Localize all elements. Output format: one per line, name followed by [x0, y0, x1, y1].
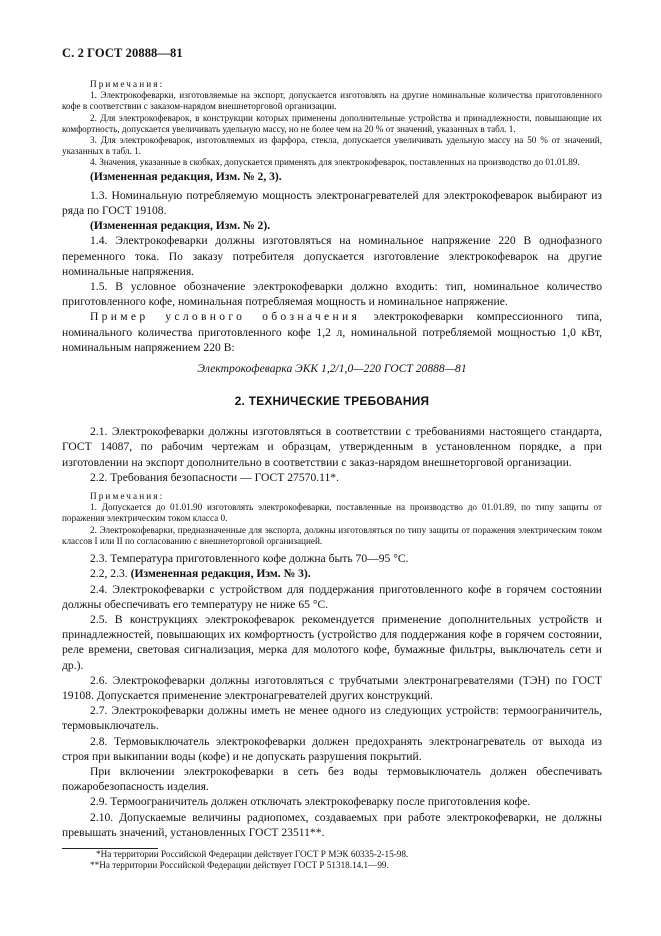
clause-2-4: 2.4. Электрокофеварки с устройством для поддержания приготовленного кофе в горячем состоянии должны обеспечивать его температуру не ниже 65 °С.	[62, 582, 602, 611]
clause-1-3: 1.3. Номинальную потребляемую мощность электронагревателей для электрокофеварок выбирают из ряда по ГОСТ 19108.	[62, 188, 602, 218]
section-title: 2. ТЕХНИЧЕСКИЕ ТРЕБОВАНИЯ	[234, 394, 430, 409]
clause-2-9: 2.9. Термоограничитель должен отключать электрокофеварку после приготовления кофе.	[90, 795, 531, 809]
note-item: 1. Допускается до 01.01.90 изготовлять электрокофеварки, поставленные на производство до 01.01.89, по типу защиты от поражения электрическим током класса 0.	[62, 502, 602, 524]
footnote: *На территории Российской Федерации действует ГОСТ Р МЭК 60335-2-15-98.	[96, 848, 409, 859]
clause-1-5: 1.5. В условное обозначение электрокофеварки должно входить: тип, номинальное количество приготовленного кофе, номинальная потребляемая мощность и номинальное напряжение.	[62, 280, 602, 309]
clause-1-4: 1.4. Электрокофеварки должны изготовляться на номинальное напряжение 220 В однофазного переменного тока. По заказу потребителя допускается изготовление электрокофеварок на другие номинальные напряжения.	[62, 234, 602, 278]
example-text: электрокофеварки компрессионного типа, номинального количества приготовленного кофе 1,2 л, номинальной потребляемой мощностью 1,0 кВт, номинальным напряжением 220 В:	[62, 310, 602, 354]
designation-example: Электрокофеварка ЭКК 1,2/1,0—220 ГОСТ 20888—81	[197, 362, 467, 376]
clause-2-8: 2.8. Термовыключатель электрокофеварки должен предохранять электронагреватель от выхода из строя при выкипании воды (кофе) и не допускать разрушения покрытий.	[62, 734, 602, 763]
clause-2-2-2-3-edit	[62, 566, 602, 581]
edition-note: (Измененная редакция, Изм. № 3).	[130, 567, 311, 581]
clause-numbers: 2.2, 2.3.	[90, 567, 131, 581]
example-lead: Пример условного обозначения	[90, 310, 361, 324]
note-item: 4. Значения, указанные в скобках, допускается применять для электрокофеварок, поставленных на производство до 01.01.89.	[90, 157, 580, 168]
note-item: 3. Для электрокофеварок, изготовляемых из фарфора, стекла, допускается увеличивать удельную массу на 50 % от значений, указанных в табл. 1.	[62, 135, 602, 157]
notes1-title: Примечания:	[90, 79, 165, 89]
note-item: 2. Для электрокофеварок, в конструкции которых применены дополнительные устройства и принадлежности, повышающие их комфортность, допускается увеличивать удельную массу, но не более чем на 20 % от значений, указанных в табл. 1.	[62, 112, 602, 134]
edition-note: (Измененная редакция, Изм. № 2, 3).	[90, 169, 282, 183]
clause-2-10: 2.10. Допускаемые величины радиопомех, создаваемых при работе электрокофеварки, не должны превышать значений, установленных ГОСТ 23511**.	[62, 810, 602, 839]
clause-2-5: 2.5. В конструкциях электрокофеварок рекомендуется применение дополнительных устройств и принадлежностей, повышающих их комфортность (устройство для поддержания кофе в горячем состоянии, реле времени, световая сигнализация, мерка для молотого кофе, бумажные фильтры, выключатель сети и др.).	[62, 612, 602, 672]
clause-2-2: 2.2. Требования безопасности — ГОСТ 27570.11*.	[90, 470, 339, 484]
clause-2-3: 2.3. Температура приготовленного кофе должна быть 70—95 °С.	[90, 552, 409, 566]
note-item: 1. Электрокофеварки, изготовляемые на экспорт, допускается изготовлять на другие номинальные количества приготовленного кофе в соответствии с заказом-нарядом внешнеторговой организации.	[62, 90, 602, 112]
page-header: С. 2 ГОСТ 20888—81	[62, 46, 183, 60]
document-page	[62, 46, 602, 872]
clause-2-8-continued: При включении электрокофеварки в сеть без воды термовыключатель должен обеспечивать пожаробезопасность изделия.	[62, 764, 602, 794]
clause-2-7: 2.7. Электрокофеварки должны иметь не менее одного из следующих устройств: термоограничитель, термовыключатель.	[62, 704, 602, 733]
note-item: 2. Электрокофеварки, предназначенные для экспорта, должны изготовляться по типу защиты от поражения электрическим током классов I или II по согласованию с внешнеторговой организацией.	[62, 524, 602, 546]
edition-note: (Измененная редакция, Изм. № 2).	[90, 219, 271, 233]
notes2-title: Примечания:	[90, 491, 165, 502]
clause-2-1: 2.1. Электрокофеварки должны изготовляться в соответствии с требованиями настоящего стандарта, ГОСТ 14087, по рабочим чертежам и образцам, утвержденным в установленном порядке, а при изготовлении на экспорт дополнительно в соответствии с заказ-нарядом внешнеторговой организации.	[62, 425, 602, 469]
example-paragraph	[62, 309, 602, 355]
clause-2-6: 2.6. Электрокофеварки должны изготовляться с трубчатыми электронагревателями (ТЭН) по ГОСТ 19108. Допускается применение электронагревателей других конструкций.	[62, 673, 602, 702]
footnote: **На территории Российской Федерации действует ГОСТ Р 51318.14.1—99.	[90, 860, 389, 871]
